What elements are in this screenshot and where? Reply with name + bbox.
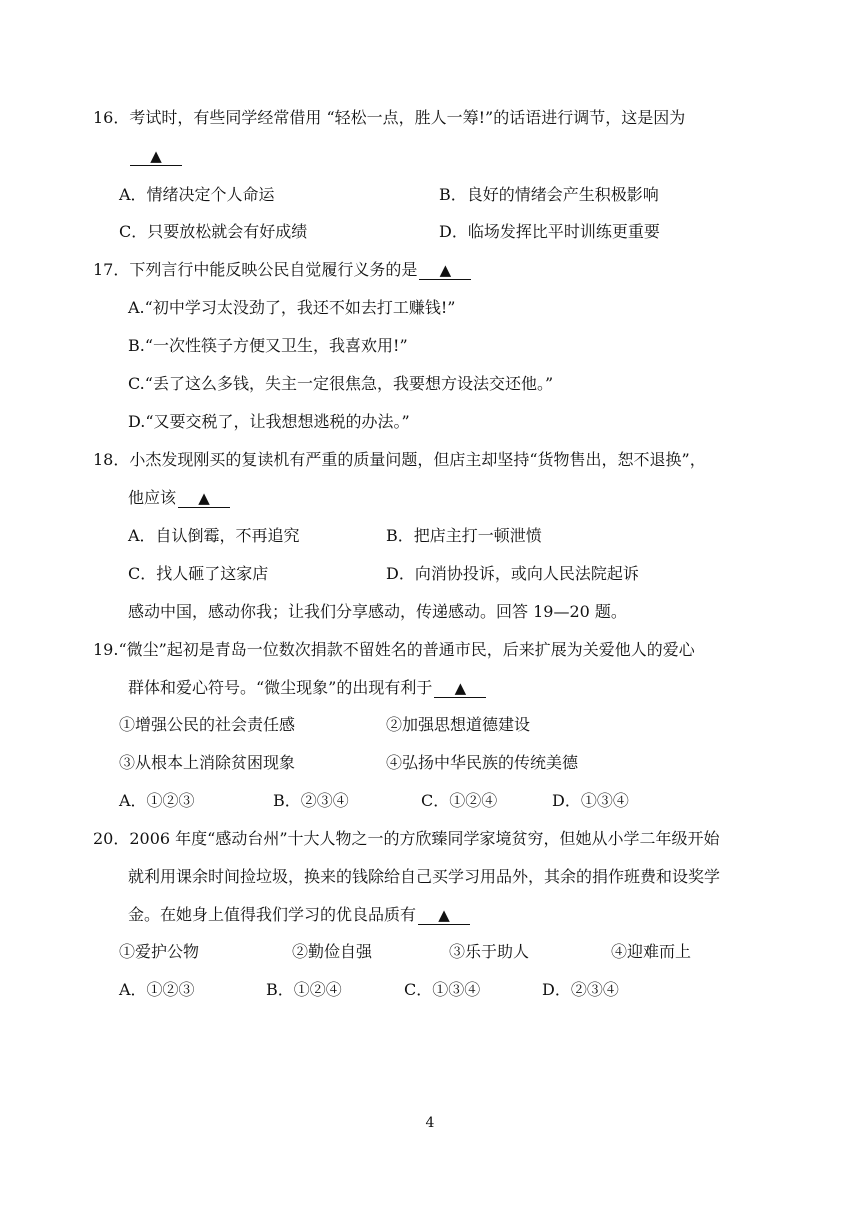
q17-option-c: C.“丢了这么多钱，失主一定很焦急，我要想方设法交还他。” <box>128 374 554 393</box>
q19-item-1: ①增强公民的社会责任感 <box>119 715 296 734</box>
q18-option-b: B．把店主打一顿泄愤 <box>386 526 542 545</box>
q20-stem-line3: 金。在她身上值得我们学习的优良品质有 ▲ <box>128 904 470 926</box>
q19-option-b: B．②③④ <box>273 791 349 810</box>
q19-option-d: D．①③④ <box>552 791 629 810</box>
q17-option-a: A.“初中学习太没劲了，我还不如去打工赚钱!” <box>128 298 456 317</box>
q16-option-a: A．情绪决定个人命运 <box>119 185 275 204</box>
q17-stem: 17．下列言行中能反映公民自觉履行义务的是 ▲ <box>93 259 471 281</box>
triangle-marker-icon: ▲ <box>439 261 452 279</box>
q16-option-b: B．良好的情绪会产生积极影响 <box>439 185 659 204</box>
q19-item-4: ④弘扬中华民族的传统美德 <box>386 753 579 772</box>
q18-stem-line1: 18．小杰发现刚买的复读机有严重的质量问题，但店主却坚持“货物售出，恕不退换”， <box>93 450 706 469</box>
q20-item-2: ②勤俭自强 <box>292 942 373 961</box>
q20-item-3: ③乐于助人 <box>449 942 530 961</box>
triangle-marker-icon: ▲ <box>438 906 450 924</box>
q19-item-2: ②加强思想道德建设 <box>386 715 531 734</box>
q20-option-c: C．①③④ <box>404 980 481 999</box>
page-number: 4 <box>425 1115 435 1131</box>
q20-option-d: D．②③④ <box>542 980 619 999</box>
triangle-marker-icon: ▲ <box>198 489 210 507</box>
q20-option-b: B．①②④ <box>266 980 342 999</box>
q16-option-d: D．临场发挥比平时训练更重要 <box>439 222 660 241</box>
q18-option-c: C．找人砸了这家店 <box>128 564 269 583</box>
q19-stem-line1: 19.“微尘”起初是青岛一位数次捐款不留姓名的普通市民，后来扩展为关爱他人的爱心 <box>93 640 695 659</box>
q20-item-4: ④迎难而上 <box>611 942 692 961</box>
q20-option-a: A．①②③ <box>119 980 195 999</box>
triangle-marker-icon: ▲ <box>150 147 162 165</box>
q19-option-c: C．①②④ <box>421 791 498 810</box>
q19-stem-line2: 群体和爱心符号。“微尘现象”的出现有利于 ▲ <box>128 677 486 699</box>
q18-option-a: A．自认倒霉，不再追究 <box>128 526 300 545</box>
q20-stem-line2: 就利用课余时间捡垃圾，换来的钱除给自己买学习用品外，其余的捐作班费和设奖学 <box>128 867 721 886</box>
q16-stem: 16．考试时，有些同学经常借用 “轻松一点，胜人一筹!”的话语进行调节，这是因为 <box>93 108 686 127</box>
q18-stem-line2: 他应该 ▲ <box>128 487 230 509</box>
q20-stem-line1: 20．2006 年度“感动台州”十大人物之一的方欣臻同学家境贫穷，但她从小学二年级开始 <box>93 829 720 848</box>
q16-answer-blank <box>128 145 182 167</box>
q17-option-b: B.“一次性筷子方便又卫生，我喜欢用!” <box>128 336 408 355</box>
q18-option-d: D．向消协投诉，或向人民法院起诉 <box>386 564 639 583</box>
triangle-marker-icon: ▲ <box>454 679 467 697</box>
q20-item-1: ①爱护公物 <box>119 942 200 961</box>
q19-item-3: ③从根本上消除贫困现象 <box>119 753 296 772</box>
q16-option-c: C．只要放松就会有好成绩 <box>119 222 308 241</box>
section-intro: 感动中国，感动你我；让我们分享感动，传递感动。回答 19—20 题。 <box>128 602 627 621</box>
q17-option-d: D.“又要交税了，让我想想逃税的办法。” <box>128 412 410 431</box>
q19-option-a: A．①②③ <box>119 791 195 810</box>
